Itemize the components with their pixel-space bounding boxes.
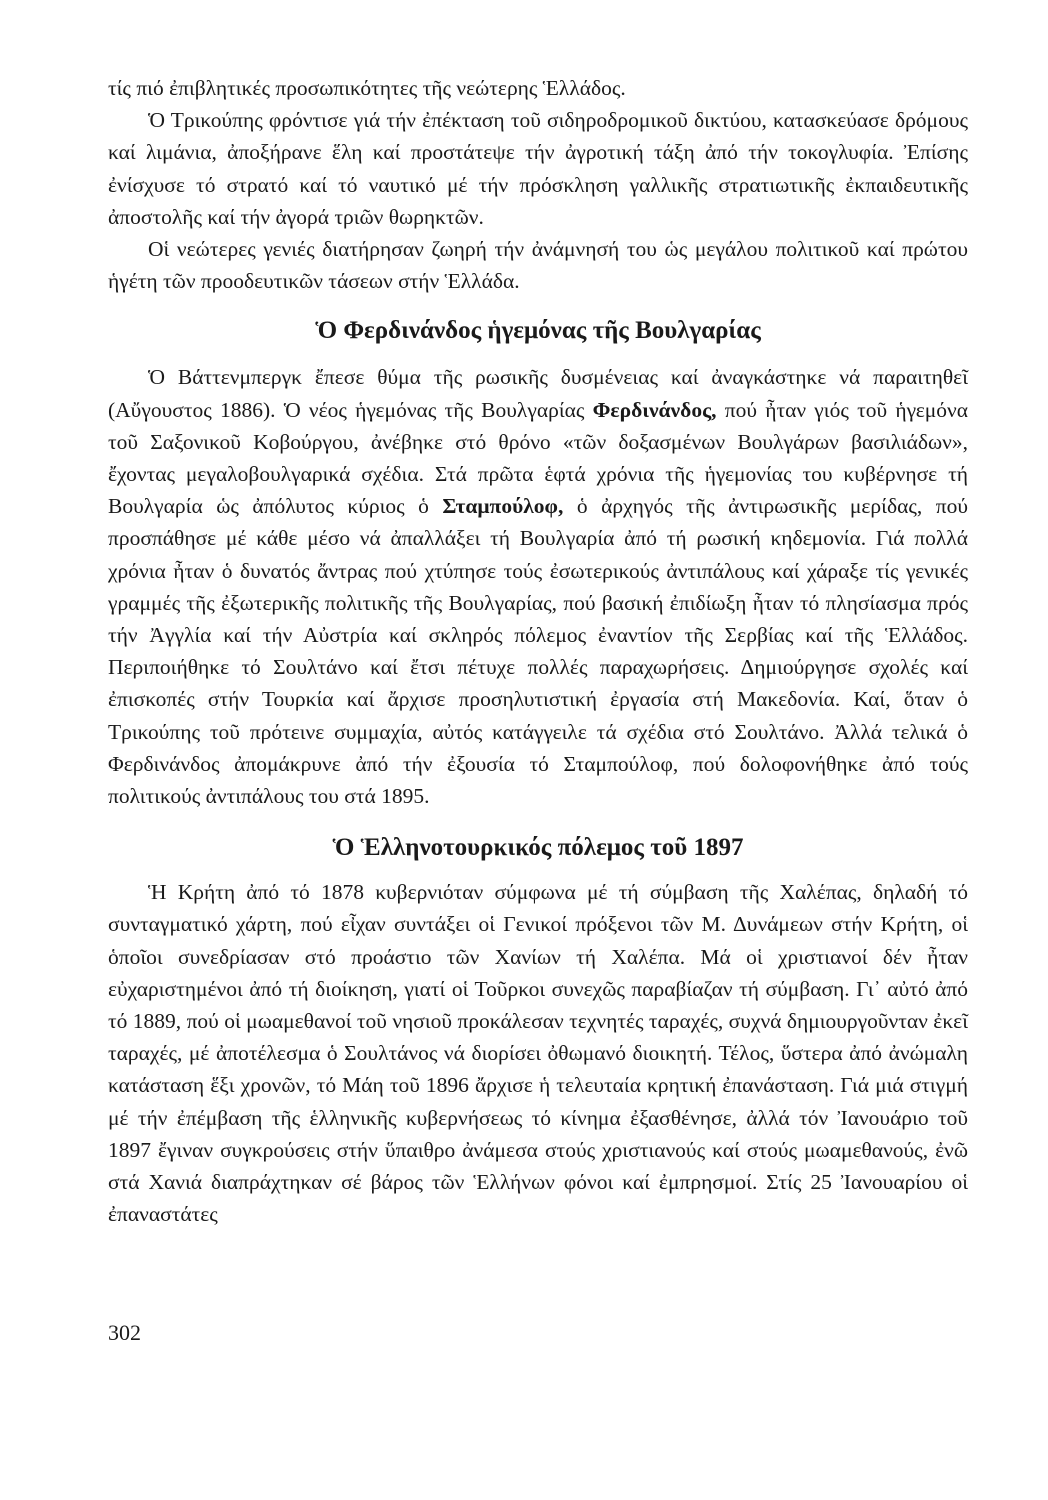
ferdinand-text-part-1: Ὁ Βάττενμπεργκ ἔπεσε θύμα τῆς ρωσικῆς δυσμένειας καί ἀναγκάστηκε νά παραιτηθεῖ (Αὔγουστος 1886). Ὁ νέος ἡγεμόνας τῆς Βουλγαρίας (108, 365, 968, 422)
stambolov-bold-name: Σταμπούλοφ, (442, 494, 564, 519)
intro-paragraph-3: Οἱ νεώτερες γενιές διατήρησαν ζωηρή τήν ἀνάμνησή του ὡς μεγάλου πολιτικοῦ καί πρώτου ἡγέτη τῶν προοδευτικῶν τάσεων στήν Ἑλλάδα. (108, 237, 968, 294)
page-number: 302 (108, 1320, 141, 1345)
ferdinand-text-part-3: ὁ ἀρχηγός τῆς ἀντιρωσικῆς μερίδας, πού προσπάθησε μέ κάθε μέσο νά ἀπαλλάξει τή Βουλγαρία ἀπό τή ρωσική κηδεμονία. Γιά πολλά χρόνια ἦταν ὁ δυνατός ἄντρας πού χτύπησε τούς ἐσωτερικούς ἀντιπάλους καί χάραξε τίς γενικές γραμμές τῆς ἐξωτερικῆς πολιτικῆς τῆς Βουλγαρίας, πού βασική ἐπιδίωξη ἦταν τό πλησίασμα πρός τήν Ἀγγλία καί τήν Αὐστρία καί σκληρός πόλεμος ἐναντίον τῆς Σερβίας καί τῆς Ἑλλάδος. Περιποιήθηκε τό Σουλτάνο καί ἔτσι πέτυχε πολλές παραχωρήσεις. Δημιούργησε σχολές καί ἐπισκοπές στήν Τουρκία καί ἄρχισε προσηλυτιστική ἐργασία στή Μακεδονία. Καί, ὅταν ὁ Τρικούπης τοῦ πρότεινε συμμαχία, αὐτός κατάγγειλε τά σχέδια στό Σουλτάνο. Ἀλλά τελικά ὁ Φερδινάνδος ἀπομάκρυνε ἀπό τήν ἐξουσία τό Σταμπούλοφ, πού δολοφονήθηκε ἀπό τούς πολιτικούς ἀντιπάλους του στά 1895. (108, 494, 968, 809)
section-war-paragraph: Ἡ Κρήτη ἀπό τό 1878 κυβερνιόταν σύμφωνα μέ τή σύμβαση τῆς Χαλέπας, δηλαδή τό συνταγματικό χάρτη, πού εἶχαν συντάξει οἱ Γενικοί πρόξενοι τῶν Μ. Δυνάμεων στήν Κρήτη, οἱ ὁποῖοι συνεδρίασαν στό προάστιο τῶν Χανίων τή Χαλέπα. Μά οἱ χριστιανοί δέν ἦταν εὐχαριστημένοι ἀπό τή διοίκηση, γιατί οἱ Τοῦρκοι συνεχῶς παραβίαζαν τή σύμβαση. Γι᾽ αὐτό ἀπό τό 1889, πού οἱ μωαμεθανοί τοῦ νησιοῦ προκάλεσαν τεχνητές ταραχές, συχνά δημιουργοῦνταν ἐκεῖ ταραχές, μέ ἀποτέλεσμα ὁ Σουλτάνος νά διορίσει ὀθωμανό διοικητή. Τέλος, ὕστερα ἀπό ἀνώμαλη κατάσταση ἕξι χρονῶν, τό Μάη τοῦ 1896 ἄρχισε ἡ τελευταία κρητική ἐπανάσταση. Γιά μιά στιγμή μέ τήν ἐπέμβαση τῆς ἑλληνικῆς κυβερνήσεως τό κίνημα ἐξασθένησε, ἀλλά τόν Ἰανουάριο τοῦ 1897 ἔγιναν συγκρούσεις στήν ὕπαιθρο ἀνάμεσα στούς χριστιανούς καί στούς μωαμεθανούς, ἐνῶ στά Χανιά διαπράχτηκαν σέ βάρος τῶν Ἑλλήνων φόνοι καί ἐμπρησμοί. Στίς 25 Ἰανουαρίου οἱ ἐπαναστάτες (108, 880, 968, 1227)
intro-paragraph-1: τίς πιό ἐπιβλητικές προσωπικότητες τῆς νεώτερης Ἑλλάδος. (108, 76, 626, 100)
ferdinand-text-part-2: πού ἦταν γιός τοῦ ἡγεμόνα τοῦ Σαξονικοῦ Κοβούργου, ἀνέβηκε στό θρόνο «τῶν δοξασμένων Βουλγάρων βασιλιάδων», ἔχοντας μεγαλοβουλγαρικά σχέδια. Στά πρῶτα ἑφτά χρόνια τῆς ἡγεμονίας του κυβέρνησε τή Βουλγαρία ὡς ἀπόλυτος κύριος ὁ (108, 397, 968, 519)
intro-paragraph-2: Ὁ Τρικούπης φρόντισε γιά τήν ἐπέκταση τοῦ σιδηροδρομικοῦ δικτύου, κατασκεύασε δρόμους καί λιμάνια, ἀποξήρανε ἕλη καί προστάτεψε τήν ἀγροτική τάξη ἀπό τήν τοκογλυφία. Ἐπίσης ἐνίσχυσε τό στρατό καί τό ναυτικό μέ τήν πρόσκληση γαλλικῆς στρατιωτικῆς ἐκπαιδευτικῆς ἀποστολῆς καί τήν ἀγορά τριῶν θωρηκτῶν. (108, 108, 968, 229)
section-heading-greco-turkish-war: Ὁ Ἑλληνοτουρκικός πόλεμος τοῦ 1897 (332, 834, 744, 862)
section-heading-ferdinand: Ὁ Φερδινάνδος ἡγεμόνας τῆς Βουλγαρίας (315, 317, 761, 345)
ferdinand-bold-name: Φερδινάνδος, (592, 397, 717, 422)
section-ferdinand-paragraph (108, 361, 968, 812)
document-page (108, 72, 968, 1432)
